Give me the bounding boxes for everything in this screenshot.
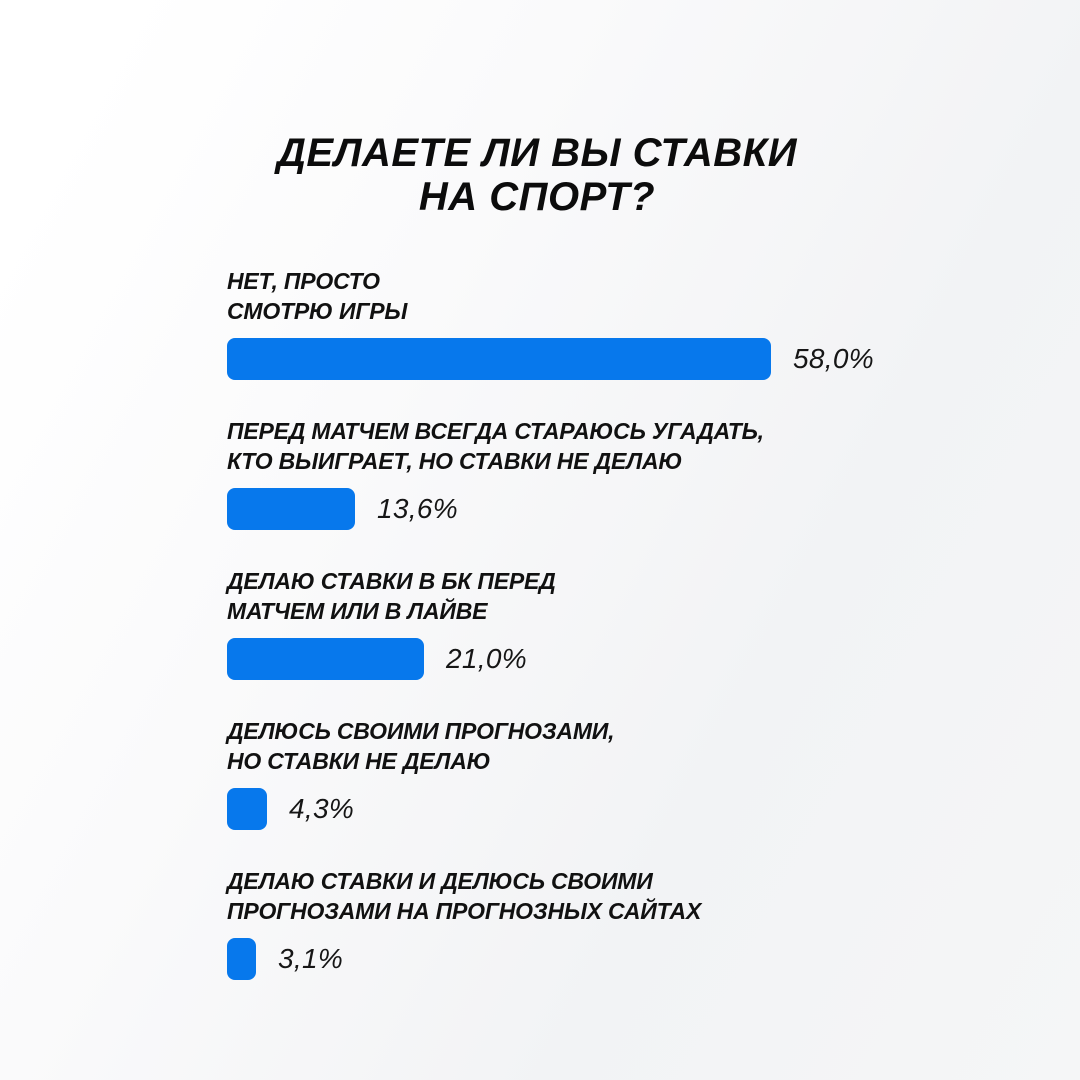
bar-value-label: 21,0% — [446, 643, 527, 674]
bar-line — [227, 338, 1047, 380]
bar-value-label: 13,6% — [377, 493, 458, 524]
bar-line — [227, 488, 1047, 530]
bar-label — [227, 266, 1047, 326]
bar-label-line: ДЕЛЮСЬ СВОИМИ ПРОГНОЗАМИ, — [227, 718, 615, 744]
bar-label-line: СМОТРЮ ИГРЫ — [227, 298, 408, 324]
bar-value-label: 58,0% — [793, 343, 874, 374]
bar-row — [227, 416, 1047, 566]
bar-label — [227, 866, 1047, 926]
bar-row — [227, 716, 1047, 866]
bar-label-line: НО СТАВКИ НЕ ДЕЛАЮ — [227, 748, 491, 774]
bar-label-line: ПЕРЕД МАТЧЕМ ВСЕГДА СТАРАЮСЬ УГАДАТЬ, — [227, 418, 764, 444]
chart-title — [0, 131, 1074, 219]
bar-row — [227, 866, 1047, 1016]
bar-line — [227, 638, 1047, 680]
bar-label-line: ДЕЛАЮ СТАВКИ В БК ПЕРЕД — [227, 568, 556, 594]
bar-label-line: НЕТ, ПРОСТО — [227, 268, 380, 294]
bar-label-line: ДЕЛАЮ СТАВКИ И ДЕЛЮСЬ СВОИМИ — [227, 868, 653, 894]
bar-label — [227, 716, 1047, 776]
bar-value-label: 3,1% — [278, 943, 344, 974]
bar-row — [227, 266, 1047, 416]
bar — [227, 788, 267, 830]
bar-line — [227, 788, 1047, 830]
bar — [227, 338, 771, 380]
bar-label — [227, 566, 1047, 626]
bar-value-label: 4,3% — [289, 793, 355, 824]
bar — [227, 938, 256, 980]
bar-label-line: МАТЧЕМ ИЛИ В ЛАЙВЕ — [227, 598, 488, 624]
bar-label-line: ПРОГНОЗАМИ НА ПРОГНОЗНЫХ САЙТАХ — [227, 898, 702, 924]
bar — [227, 488, 355, 530]
chart-title-line-1: ДЕЛАЕТЕ ЛИ ВЫ СТАВКИ — [276, 131, 798, 175]
bar-row — [227, 566, 1047, 716]
chart-title-line-2: НА СПОРТ? — [418, 175, 656, 219]
bar-label-line: КТО ВЫИГРАЕТ, НО СТАВКИ НЕ ДЕЛАЮ — [227, 448, 683, 474]
bar-chart — [227, 266, 1047, 1016]
bar — [227, 638, 424, 680]
bar-line — [227, 938, 1047, 980]
bar-label — [227, 416, 1047, 476]
